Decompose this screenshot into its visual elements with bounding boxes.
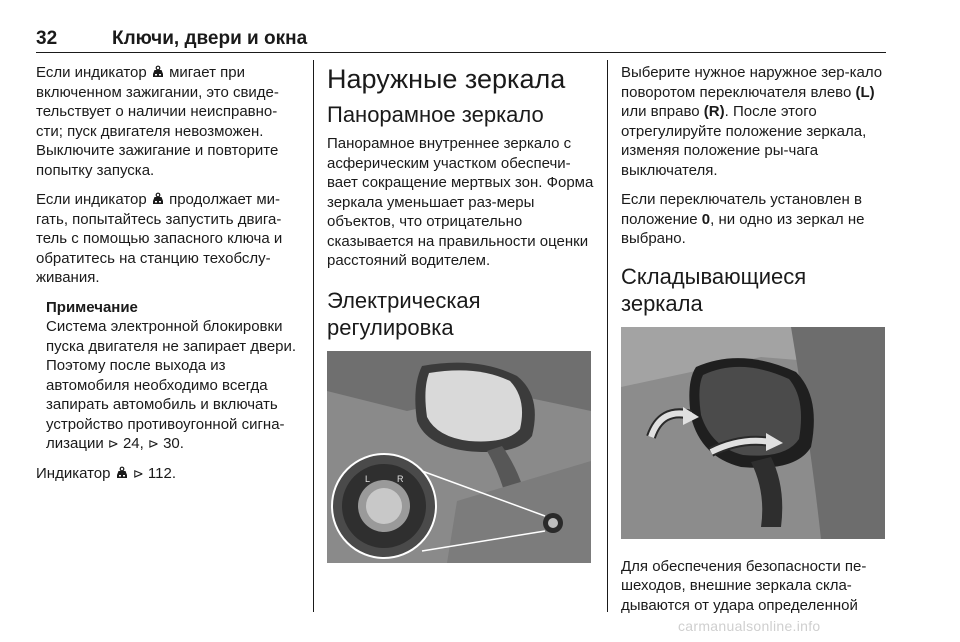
paragraph-pedestrian-safety: Для обеспечения безопасности пе-шеходов, внешние зеркала скла-дываются от удара определенной [621,557,867,614]
note-text: Система электронной блокировки пуска двигателя не запирает двери. Поэтому после выхода из автомобиля необходимо всегда запирать автомобиль и включать устройство противоугонной сигна-лизации ⊳ 24, ⊳ 30. [46,318,297,452]
subsection-heading-electric: Электрическая регулировка [327,287,481,340]
reference-arrow-icon: ⊳ [107,436,119,451]
paragraph-panoramic-mirror: Панорамное внутреннее зеркало с асферическим участком обеспечи-вает сокращение мертвых зон. Форма зеркала уменьшает раз-меры объектов, что отрицательно сказывается на правильности оценки расстояний водителем. [327,135,594,269]
column-divider-left [313,60,314,612]
switch-label-r: R [397,473,404,484]
note-title: Примечание [46,298,138,316]
reference-arrow-icon: ⊳ [147,436,159,451]
paragraph-select-mirror: Выберите нужное наружное зер-кало поворотом переключателя влево (L) или вправо (R). После этого отрегулируйте положение зеркала, изменяя положение ры-чага выключателя. [621,64,883,179]
folding-mirror-illustration [621,327,885,539]
switch-label-l: L [365,473,371,484]
paragraph-indicator-blinking: Если индикатор мигает при включенном зажигании, это свиде-тельствует о наличии неисправно-сти; пуск двигателя невозможен. Выключите зажигание и повторите попытку запуска. [36,64,279,179]
column-divider-right [607,60,608,612]
car-key-indicator-icon [151,65,165,79]
page-reference-link[interactable]: 112 [147,464,172,482]
paragraph-indicator-continues: Если индикатор продолжает ми-гать, попытайтесь запустить двига-тель с помощью запасного ключа и обратитесь на станцию техобслу-живания. [36,191,283,286]
subsection-heading-folding: Складывающиеся зеркала [621,263,807,316]
paragraph-indicator-reference: Индикатор ⊳ 112. [36,464,177,482]
column-left [36,63,298,493]
watermark: carmanualsonline.info [678,618,821,634]
page-reference-link[interactable]: 30 [163,435,180,452]
column-middle [327,63,597,581]
subsection-heading: Панорамное зеркало [327,102,544,127]
section-heading: Наружные зеркала [327,64,566,94]
page-reference-link[interactable]: 24 [122,435,140,452]
mirror-adjust-switch-illustration [327,351,591,563]
car-key-indicator-icon [115,466,129,480]
note-block [46,298,298,454]
page-number: 32 [36,28,58,49]
header-divider [36,52,886,53]
car-key-indicator-icon [151,192,165,206]
column-right [621,63,889,625]
chapter-title: Ключи, двери и окна [112,28,308,49]
page-header [36,28,886,50]
paragraph-zero-position: Если переключатель установлен в положение 0, ни одно из зеркал не выбрано. [621,191,865,247]
reference-arrow-icon: ⊳ [132,465,144,481]
